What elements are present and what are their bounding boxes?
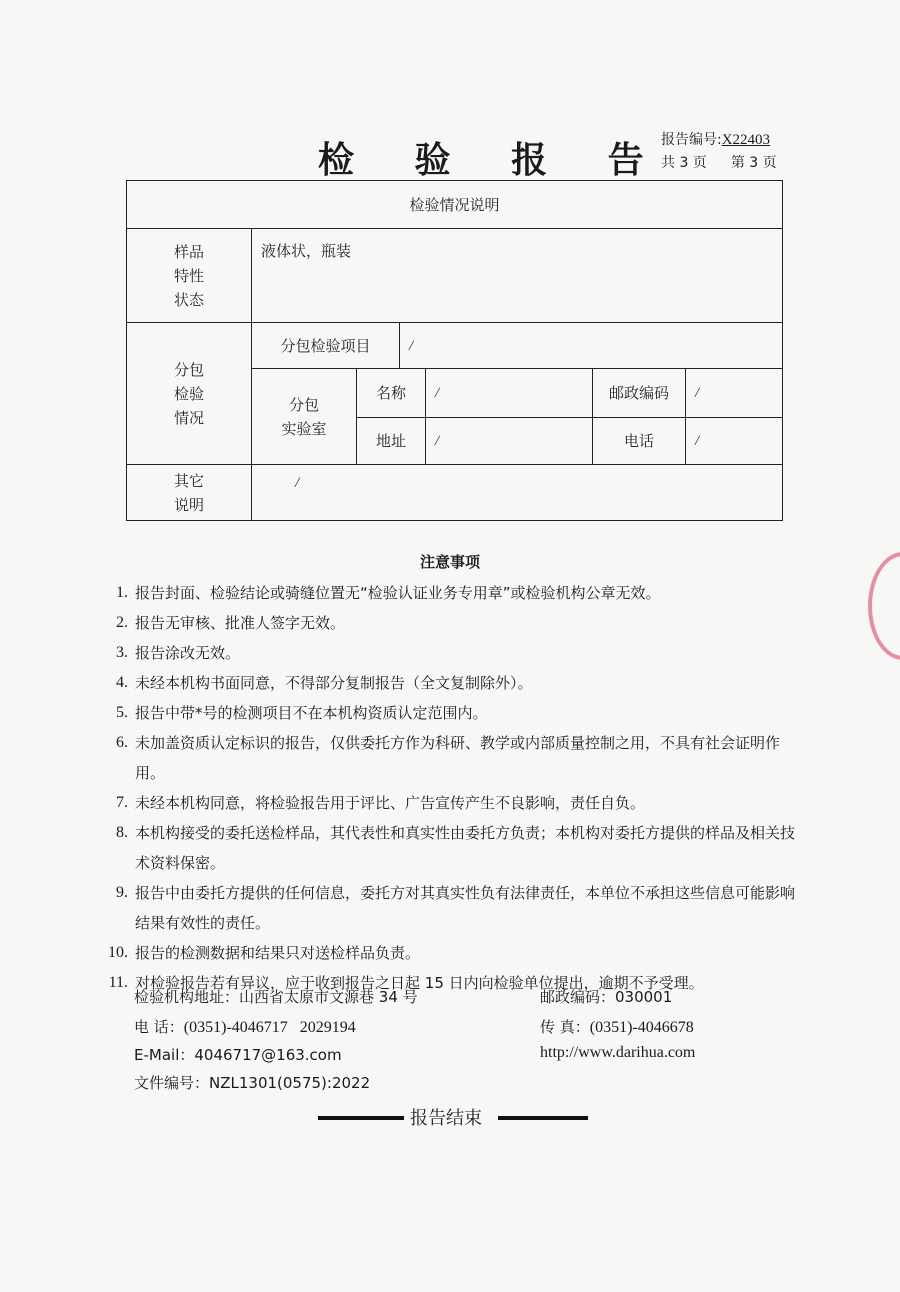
institution-email: E-Mail：4046717@163.com [134, 1046, 342, 1064]
note-number: 11. [108, 974, 128, 991]
note-item [100, 788, 805, 818]
note-item [100, 698, 805, 728]
note-text: 本机构接受的委托送检样品，其代表性和真实性由委托方负责；本机构对委托方提供的样品及相关技术资料保密。 [135, 824, 796, 872]
note-item [100, 818, 805, 878]
other-label: 其它 说明 [173, 471, 204, 514]
end-bar-right [498, 1116, 588, 1120]
inspection-table [126, 180, 783, 521]
note-number: 9. [116, 884, 128, 901]
phone-label: 电话 [623, 432, 654, 450]
note-text: 未经本机构同意，将检验报告用于评比、广告宣传产生不良影响，责任自负。 [135, 794, 646, 812]
report-number [661, 129, 770, 149]
institution-website: http://www.darihua.com [540, 1044, 696, 1061]
phone-value: / [695, 433, 700, 449]
table-divider [399, 322, 400, 368]
subcontract-lab-label: 分包 实验室 [281, 395, 327, 438]
note-item [100, 578, 805, 608]
phone-label: 电 话： [134, 1018, 184, 1036]
end-bar-left [318, 1116, 404, 1120]
address-value: / [435, 433, 440, 449]
report-end-text: 报告结束 [410, 1108, 482, 1129]
subcontract-label: 分包 检验 情况 [173, 360, 204, 427]
postcode-value: / [695, 385, 700, 401]
note-number: 10. [108, 944, 128, 961]
note-number: 1. [116, 584, 128, 601]
file-number: 文件编号：NZL1301(0575):2022 [134, 1074, 371, 1092]
subcontract-item-value: / [409, 337, 414, 354]
report-number-value: X22403 [721, 132, 771, 148]
table-divider [685, 368, 686, 464]
institution-phone [134, 1016, 356, 1037]
note-text: 未经本机构书面同意，不得部分复制报告（全文复制除外）。 [135, 674, 533, 692]
note-item [100, 878, 805, 938]
note-number: 2. [116, 614, 128, 631]
note-number: 3. [116, 644, 128, 661]
note-item [100, 638, 805, 668]
table-divider [425, 368, 426, 464]
note-text: 报告中由委托方提供的任何信息，委托方对其真实性负有法律责任，本单位不承担这些信息可能影响结果有效性的责任。 [135, 884, 796, 932]
institution-postcode: 邮政编码：030001 [540, 988, 673, 1006]
note-text: 对检验报告若有异议，应于收到报告之日起 15 日内向检验单位提出，逾期不予受理。 [135, 974, 704, 992]
note-text: 未加盖资质认定标识的报告，仅供委托方作为科研、教学或内部质量控制之用，不具有社会证明作用。 [135, 734, 781, 782]
page-indicator [661, 152, 777, 172]
report-end-marker [318, 1104, 588, 1134]
sample-label: 样品 特性 状态 [173, 242, 204, 309]
report-number-label: 报告编号: [661, 132, 722, 148]
subcontract-item-label: 分包检验项目 [280, 336, 371, 355]
other-value: / [295, 475, 300, 491]
note-text: 报告涂改无效。 [135, 644, 241, 662]
institution-fax [540, 1016, 694, 1037]
postcode-label: 邮政编码 [608, 384, 669, 402]
institution-address: 检验机构地址：山西省太原市文源巷 34 号 [134, 988, 418, 1006]
lab-name-label: 名称 [375, 384, 406, 402]
note-item [100, 728, 805, 788]
current-page: 第 3 页 [730, 155, 777, 171]
address-label: 地址 [375, 432, 406, 450]
notes-title: 注意事项 [419, 553, 480, 571]
note-text: 报告封面、检验结论或骑缝位置无“检验认证业务专用章”或检验机构公章无效。 [135, 584, 661, 602]
note-item [100, 668, 805, 698]
sample-value: 液体状，瓶装 [261, 242, 352, 260]
note-item [100, 938, 805, 968]
fax-label: 传 真： [540, 1018, 590, 1036]
note-number: 5. [116, 704, 128, 721]
note-text: 报告中带*号的检测项目不在本机构资质认定范围内。 [135, 704, 488, 722]
note-item [100, 608, 805, 638]
note-number: 7. [116, 794, 128, 811]
report-title: 检 验 报 告 [318, 140, 668, 181]
total-pages: 共 3 页 [661, 155, 707, 171]
note-text: 报告无审核、批准人签字无效。 [135, 614, 346, 632]
note-number: 8. [116, 824, 128, 841]
table-heading: 检验情况说明 [409, 195, 500, 214]
note-number: 6. [116, 734, 128, 751]
notes-list [100, 578, 805, 998]
fax-number: (0351)-4046678 [589, 1019, 694, 1036]
lab-name-value: / [435, 385, 440, 401]
note-number: 4. [116, 674, 128, 691]
phone-number: (0351)-4046717 2029194 [183, 1019, 356, 1036]
note-text: 报告的检测数据和结果只对送检样品负责。 [135, 944, 421, 962]
